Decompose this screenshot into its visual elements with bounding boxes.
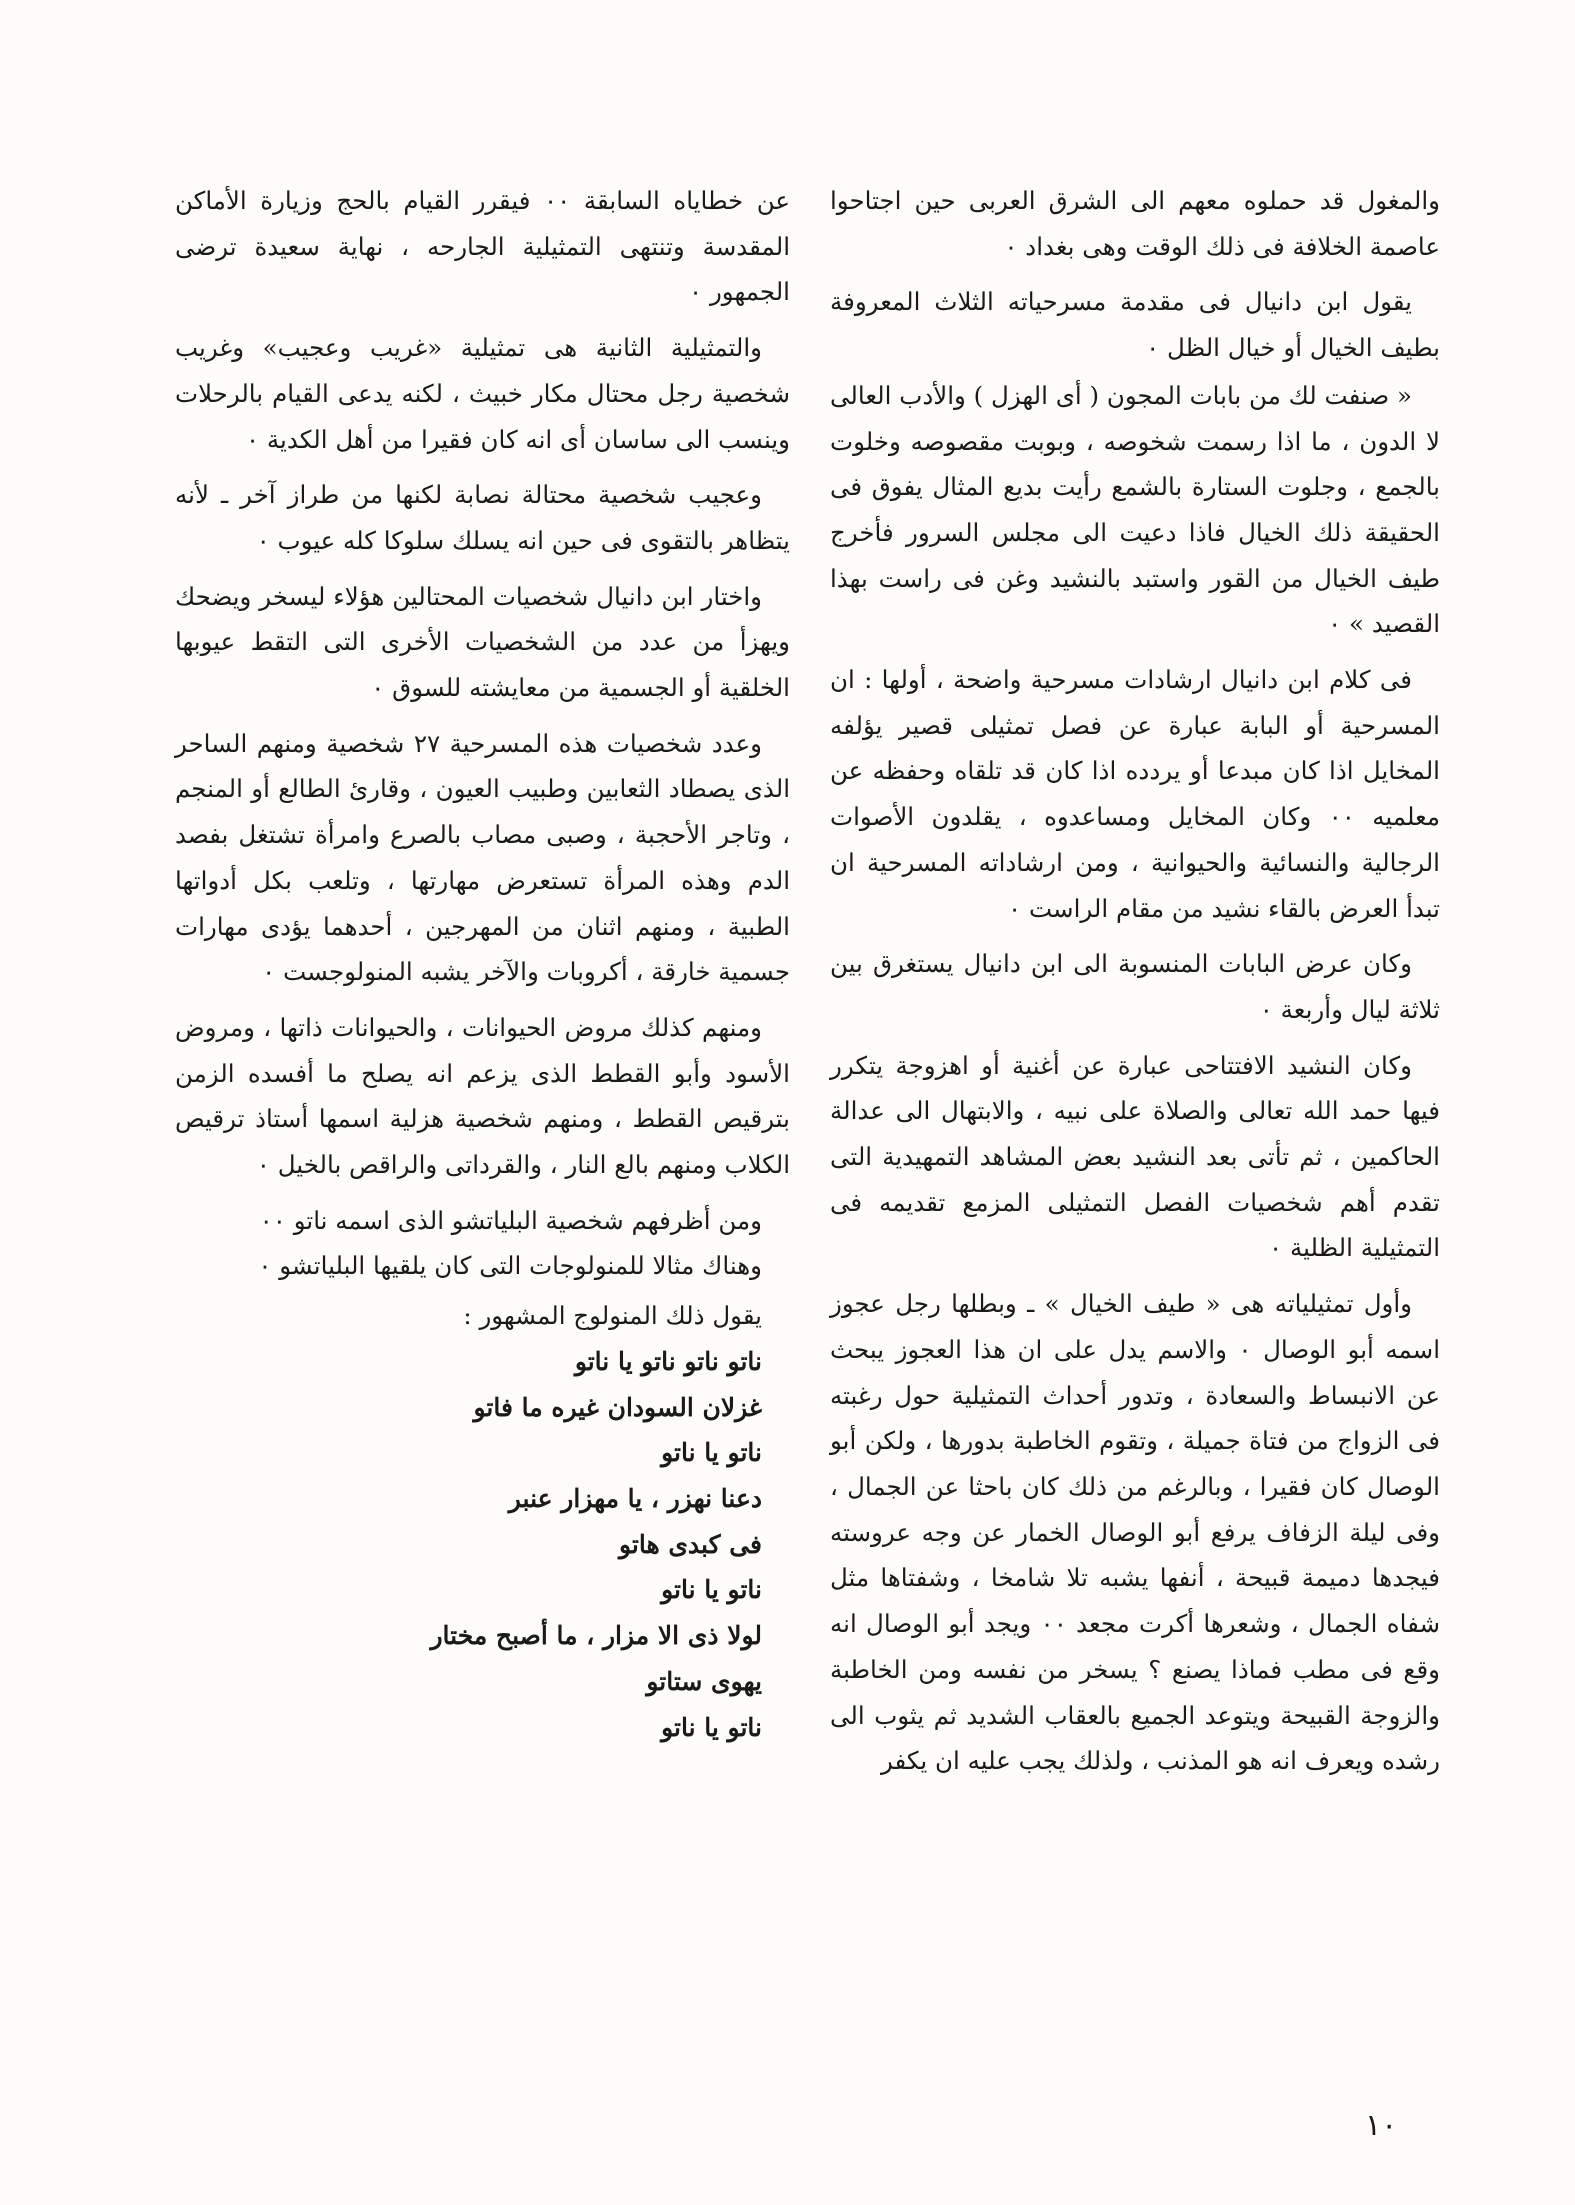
paragraph: واختار ابن دانيال شخصيات المحتالين هؤلاء ليسخر ويضحك ويهزأ من عدد من الشخصيات الأخرى التى التقط عيوبها الخلقية أو الجسمية من معايشته للسوق ٠ — [175, 581, 790, 703]
verse-line: يهوى ستاتو — [646, 1666, 762, 1696]
verse-line: دعنا نهزر ، يا مهزار عنبر — [508, 1483, 762, 1513]
paragraph: وأول تمثيلياته هى « طيف الخيال » ـ وبطلها رجل عجوز اسمه أبو الوصال ٠ والاسم يدل على ان هذا العجوز يبحث عن الانبساط والسعادة ، وتدور أحداث التمثيلية حول رغبته فى الزواج من فتاة جميلة ، وتقوم الخاطبة بدورها ، ولكن أبو الوصال كان فقيرا ، وبالرغم من ذلك كان باحثا عن الجمال ، وفى ليلة الزفاف يرفع أبو الوصال الخمار عن وجه عروسته فيجدها دميمة قبيحة ، أنفها يشبه تلا شامخا ، وشفتاها مثل شفاه الجمال ، وشعرها أكرت مجعد ٠٠ ويجد أبو الوصال انه وقع فى مطب فماذا يصنع ؟ يسخر من نفسه ومن الخاطبة والزوجة القبيحة ويتوعد الجميع بالعقاب الشديد ثم يثوب الى رشده ويعرف انه هو المذنب ، ولذلك يجب عليه ان يكفر — [830, 1289, 1440, 1776]
right-column — [830, 178, 1440, 1784]
page-number: ١٠ — [1365, 2108, 1398, 2143]
paragraph: فى كلام ابن دانيال ارشادات مسرحية واضحة ، أولها : ان المسرحية أو البابة عبارة عن فصل تمثيلى قصير يؤلفه المخايل اذا كان مبدعا أو يردده اذا كان قد تلقاه وحفظه عن معلميه ٠٠ وكان المخايل ومساعدوه ، يقلدون الأصوات الرجالية والنسائية والحيوانية ، ومن ارشاداته المسرحية ان تبدأ العرض بالقاء نشيد من مقام الراست ٠ — [830, 665, 1440, 923]
verse-line: لولا ذى الا مزار ، ما أصبح مختار — [430, 1621, 762, 1651]
verse-intro: يقول ذلك المنولوج المشهور : — [463, 1301, 762, 1331]
verse-line: ناتو ناتو ناتو يا ناتو — [574, 1346, 762, 1376]
paragraph: يقول ابن دانيال فى مقدمة مسرحياته الثلاث المعروفة بطيف الخيال أو خيال الظل ٠ — [830, 287, 1440, 363]
paragraph: ومنهم كذلك مروض الحيوانات ، والحيوانات ذاتها ، ومروض الأسود وأبو القطط الذى يزعم انه يصلح ما أفسده الزمن بترقيص القطط ، ومنهم شخصية هزلية اسمها أستاذ ترقيص الكلاب ومنهم بالع النار ، والقرداتى والراقص بالخيل ٠ — [175, 1012, 790, 1180]
paragraph: ومن أظرفهم شخصية البلياتشو الذى اسمه ناتو ٠٠ — [259, 1205, 762, 1235]
paragraph: والمغول قد حملوه معهم الى الشرق العربى حين اجتاحوا عاصمة الخلافة فى ذلك الوقت وهى بغداد ٠ — [830, 186, 1440, 261]
paragraph: وهناك مثالا للمنولوجات التى كان يلقيها البلياتشو ٠ — [258, 1251, 762, 1281]
left-column — [175, 178, 790, 1750]
paragraph: وعدد شخصيات هذه المسرحية ٢٧ شخصية ومنهم الساحر الذى يصطاد الثعابين وطبيب العيون ، وقارئ الطالع أو المنجم ، وتاجر الأحجبة ، وصبى مصاب بالصرع وامرأة تشتغل بفصد الدم وهذه المرأة تستعرض مهارتها ، وتلعب بكل أدواتها الطبية ، ومنهم اثنان من المهرجين ، أحدهما يؤدى مهارات جسمية خارقة ، أكروبات والآخر يشبه المنولوجست ٠ — [175, 728, 790, 987]
verse-line: غزلان السودان غيره ما فاتو — [473, 1392, 762, 1422]
monologue-verses — [175, 1339, 790, 1750]
paragraph: والتمثيلية الثانية هى تمثيلية «غريب وعجيب» وغريب شخصية رجل محتال مكار خبيث ، لكنه يدعى القيام بالرحلات وينسب الى ساسان أى انه كان فقيرا من أهل الكدية ٠ — [175, 333, 790, 454]
verse-line: ناتو يا ناتو — [661, 1575, 762, 1605]
paragraph: وكان النشيد الافتتاحى عبارة عن أغنية أو اهزوجة يتكرر فيها حمد الله تعالى والصلاة على نبيه ، والابتهال الى عدالة الحاكمين ، ثم تأتى بعد النشيد بعض المشاهد التمهيدية التى تقدم أهم شخصيات الفصل التمثيلى المزمع تقديمه فى التمثيلية الظلية ٠ — [830, 1050, 1440, 1263]
verse-line: فى كبدى هاتو — [618, 1529, 762, 1559]
quote-paragraph: « صنفت لك من بابات المجون ( أى الهزل ) والأدب العالى لا الدون ، ما اذا رسمت شخوصه ، وبوبت مقصوصه وخلوت بالجمع ، وجلوت الستارة بالشمع رأيت بديع المثال يفوق فى الحقيقة ذلك الخيال فاذا دعيت الى مجلس السرور فأخرج طيف الخيال من القور واستبد بالنشيد وغن فى راست بهذا القصيد » ٠ — [830, 380, 1440, 639]
verse-line: ناتو يا ناتو — [661, 1438, 762, 1468]
verse-line: ناتو يا ناتو — [661, 1712, 762, 1742]
paragraph: عن خطاياه السابقة ٠٠ فيقرر القيام بالحج وزيارة الأماكن المقدسة وتنتهى التمثيلية الجارحه ، نهاية سعيدة ترضى الجمهور ٠ — [175, 186, 791, 307]
paragraph: وعجيب شخصية محتالة نصابة لكنها من طراز آخر ـ لأنه يتظاهر بالتقوى فى حين انه يسلك سلوكا كله عيوب ٠ — [175, 480, 790, 555]
paragraph: وكان عرض البابات المنسوبة الى ابن دانيال يستغرق بين ثلاثة ليال وأربعة ٠ — [830, 949, 1440, 1024]
